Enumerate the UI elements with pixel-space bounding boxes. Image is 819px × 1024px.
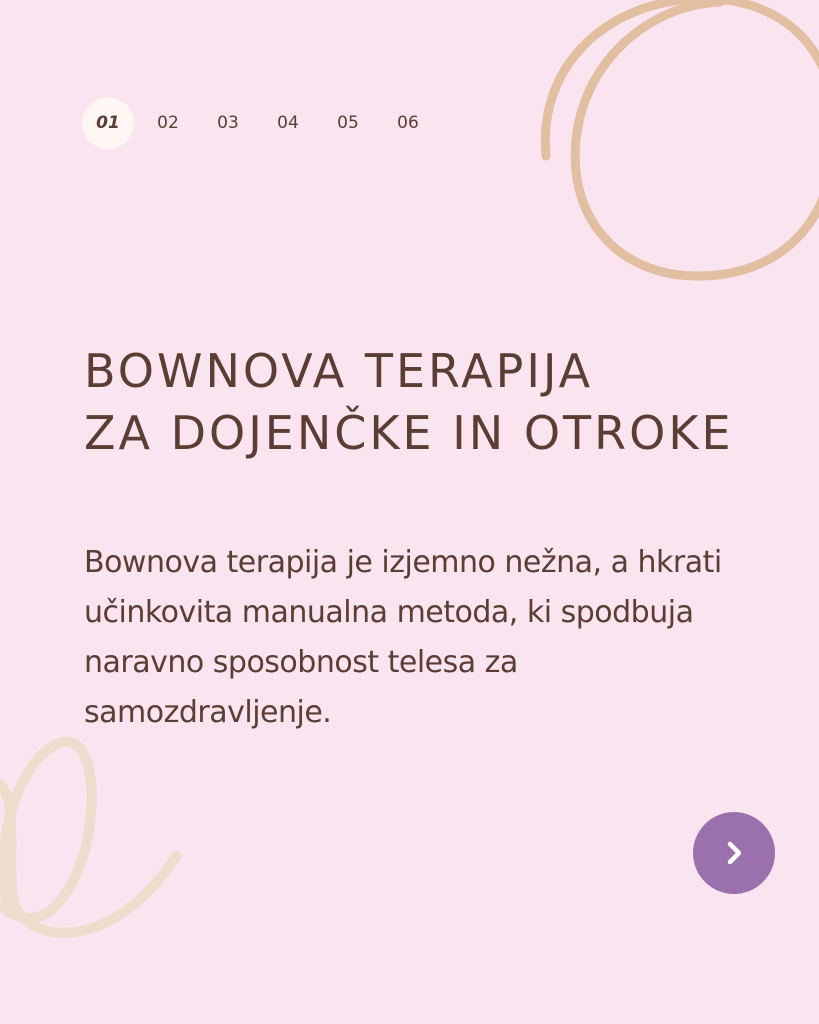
- page-dot-03[interactable]: 03: [217, 113, 239, 133]
- title-line-2: ZA DOJENČKE IN OTROKE: [84, 406, 734, 460]
- page-dot-01[interactable]: 01: [82, 97, 134, 149]
- page-indicator: [82, 97, 442, 149]
- title-line-1: BOWNOVA TERAPIJA: [84, 344, 594, 398]
- body-paragraph: Bownova terapija je izjemno nežna, a hkrati učinkovita manualna metoda, ki spodbuja naravno sposobnost telesa za samozdravljenje.: [84, 545, 722, 730]
- next-button[interactable]: [693, 812, 775, 894]
- page-dot-05[interactable]: 05: [337, 113, 359, 133]
- page-title: [84, 340, 784, 464]
- chevron-right-icon: [721, 840, 747, 866]
- page-dot-02[interactable]: 02: [157, 113, 179, 133]
- top-right-swirl-decoration: [545, 0, 819, 276]
- page-dot-06[interactable]: 06: [397, 113, 419, 133]
- bottom-left-swirl-decoration: [0, 742, 176, 933]
- page-dot-04[interactable]: 04: [277, 113, 299, 133]
